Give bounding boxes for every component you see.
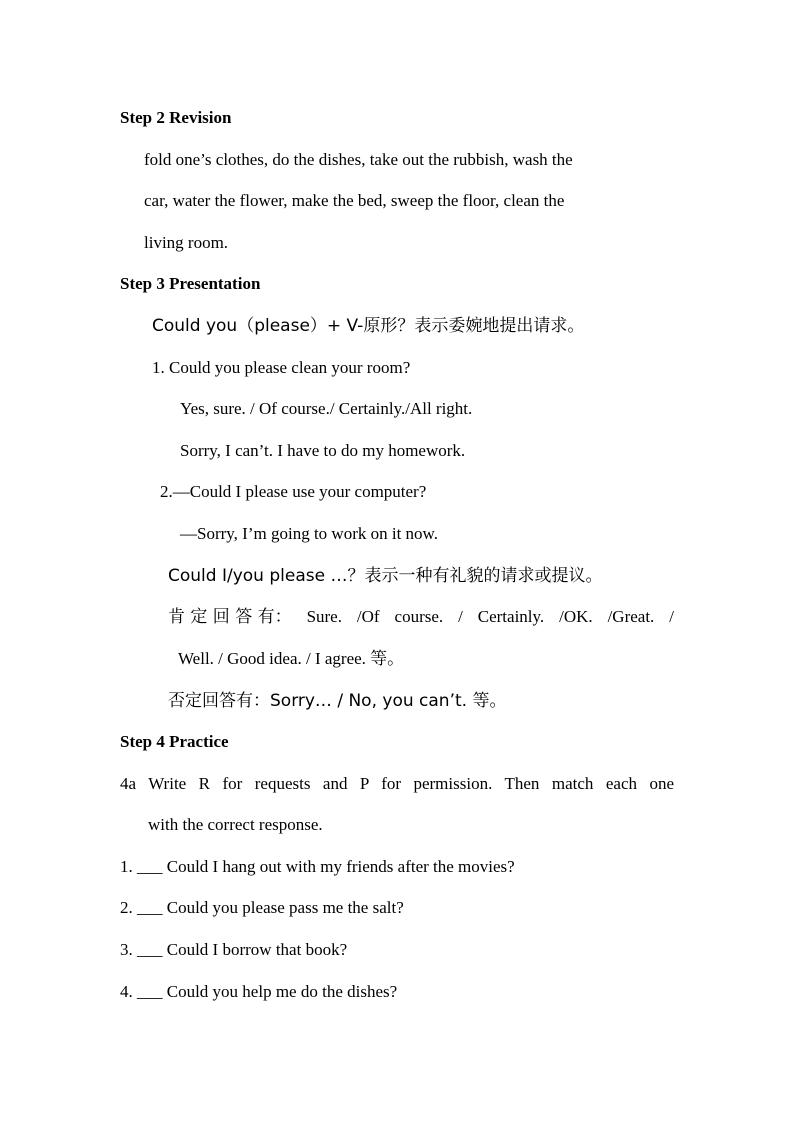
positive-label: 肯 定 回 答 有： [168,607,292,627]
practice-item: 2. ___ Could you please pass me the salt? [120,898,404,917]
practice-item: 3. ___ Could I borrow that book? [120,940,348,959]
step4-instruction-line-1: 4a Write R for requests and P for permission. Then match each one [120,774,674,793]
positive-part: Sure. [306,607,342,626]
positive-part: /OK. [559,607,593,626]
step2-heading: Step 2 Revision [120,108,232,127]
example2-question: 2.—Could I please use your computer? [160,482,427,501]
example1-answer-no: Sorry, I can’t. I have to do my homework. [180,441,466,460]
step3-pattern-2: Could I/you please …？表示一种有礼貌的请求或提议。 [168,566,603,586]
step2-line-2: car, water the flower, make the bed, sweep the floor, clean the [144,191,565,210]
practice-item: 1. ___ Could I hang out with my friends after the movies? [120,857,515,876]
step3-heading: Step 3 Presentation [120,274,261,293]
positive-part: Certainly. [477,607,545,626]
positive-part: course. [394,607,444,626]
practice-item: 4. ___ Could you help me do the dishes? [120,982,398,1001]
example1-answer-yes: Yes, sure. / Of course./ Certainly./All right. [180,399,473,418]
positive-answers-line [168,607,674,627]
step2-line-1: fold one’s clothes, do the dishes, take out the rubbish, wash the [144,150,573,169]
positive-answers-line-2: Well. / Good idea. / I agree. 等。 [178,649,405,668]
positive-part: / [458,607,463,626]
step4-heading: Step 4 Practice [120,732,229,751]
example2-answer: —Sorry, I’m going to work on it now. [180,524,438,543]
negative-answers-line: 否定回答有：Sorry… / No, you can’t. 等。 [168,691,507,711]
positive-part: / [669,607,674,626]
step4-instruction-line-2: with the correct response. [148,815,323,834]
example1-question: 1. Could you please clean your room? [152,358,411,377]
step2-line-3: living room. [144,233,229,252]
step3-pattern-1: Could you（please）+ V-原形？表示委婉地提出请求。 [152,316,585,336]
positive-part: /Great. [607,607,655,626]
positive-part: /Of [356,607,380,626]
